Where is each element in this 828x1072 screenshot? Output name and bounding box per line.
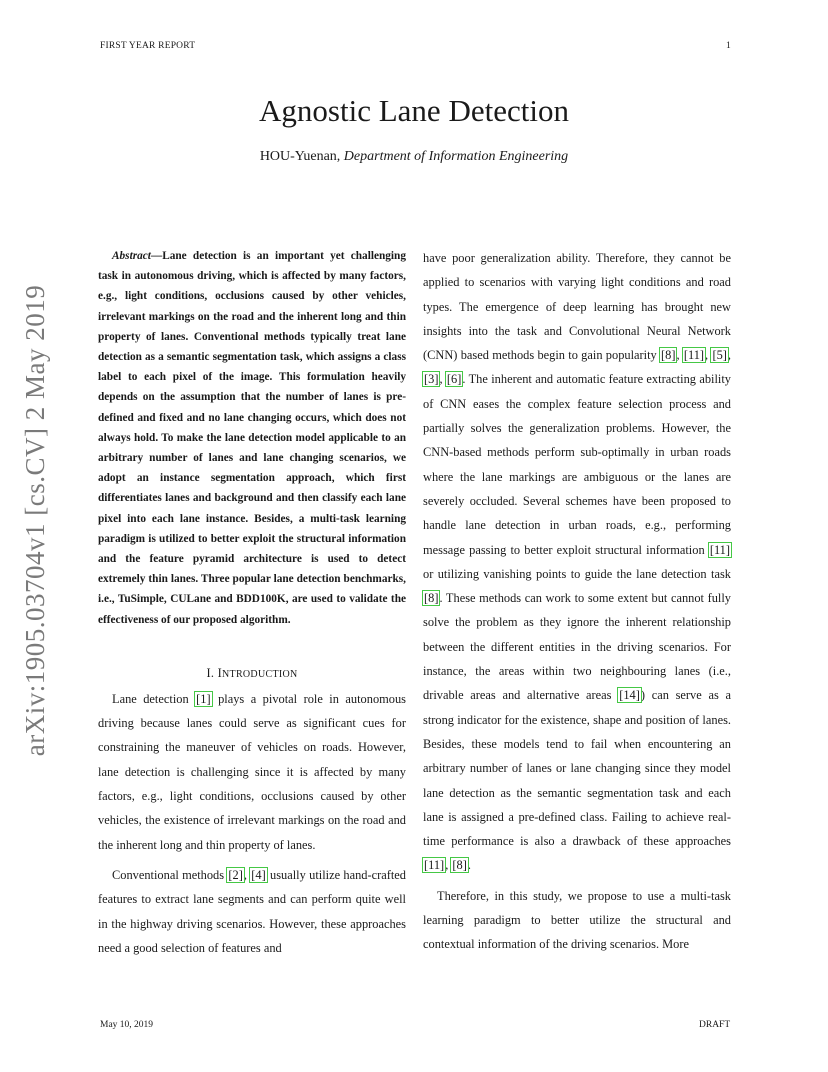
- text-run: plays a pivotal role in autonomous driving because lanes could serve as significant cues for constraining the maneuver of vehicles on roads. However, lane detection is challenging since it is affected by many factors, e.g., light conditions, occlusions caused by other vehicles, the existence of irrelevant markings on the road and the inherent long and thin property of lanes.: [98, 691, 406, 852]
- arxiv-identifier: arXiv:1905.03704v1 [cs.CV] 2 May 2019: [20, 284, 51, 756]
- citation-link[interactable]: [6]: [446, 372, 462, 387]
- left-column: [98, 246, 406, 960]
- intro-paragraph-1: [98, 687, 406, 857]
- citation-link[interactable]: [5]: [712, 348, 727, 363]
- intro-paragraph-2: [98, 863, 406, 960]
- text-run: Conventional methods: [112, 867, 228, 882]
- citation-link[interactable]: [2]: [228, 867, 243, 882]
- intro-paragraph-continued: have poor generalization ability. Therefore, they cannot be applied to scenarios with varying light conditions and road types. The emergence of deep learning has brought new insights into the task and Convolutional Neural Network (CNN) based methods begin to gain popularity [8], [11], [5], [3], [6]. The inherent and automatic feature extracting ability of CNN eases the complex feature selection process and partially solves the generalization problems. However, the CNN-based methods perform sub-optimally in urban roads where the lane markings are ambiguous or the lanes are severely occluded. Several schemes have been proposed to handle lane detection in urban roads, e.g., performing message passing to better exploit structural information [11] or utilizing vanishing points to guide the lane detection task [8]. These methods can work to some extent but cannot fully solve the problem as they ignore the inherent relationship between the different entities in the driving scenarios. For instance, the areas within two neighbouring lanes (i.e., drivable areas and alternative areas [14]) can serve as a strong indicator for the existence, shape and position of lanes. Besides, these models tend to fail when encountering an arbitrary number of lanes or lane changing since they model lane detection as the semantic segmentation task and each lane is assigned a pre-defined class. Failing to achieve real-time performance is also a drawback of these approaches [11], [8].: [423, 251, 731, 873]
- text-run: . These methods can work to some extent but cannot fully solve the problem as they ignore the inherent relationship between the different entities in the driving scenarios. For instance, the areas within two neighbouring lanes (i.e., drivable areas and alternative areas: [423, 591, 731, 703]
- intro-paragraph-3: Therefore, in this study, we propose to use a multi-task learning paradigm to better utilize the structural and contextual information of the driving scenarios. More: [423, 888, 731, 952]
- citation-link[interactable]: [1]: [196, 691, 211, 706]
- citation-link[interactable]: [3]: [424, 372, 439, 387]
- footer-date: May 10, 2019: [100, 1020, 154, 1030]
- citation-link[interactable]: [8]: [424, 591, 439, 606]
- arxiv-stamp: [6, 285, 66, 755]
- text-run: . The inherent and automatic feature extracting ability of CNN eases the complex feature selection process and partially solves the generalization problems. However, the CNN-based methods perform sub-optimally in urban roads where the lane markings are ambiguous or the lanes are severely occluded. Several schemes have been proposed to handle lane detection in urban roads, e.g., performing message passing to better exploit structural information: [423, 372, 731, 557]
- citation-link[interactable]: [11]: [424, 858, 445, 873]
- text-run: .: [467, 858, 471, 873]
- footer-status: DRAFT: [699, 1020, 731, 1030]
- page-number: 1: [726, 41, 731, 51]
- section-title-initial: I: [217, 665, 223, 680]
- text-run: have poor generalization ability. Therefore, they cannot be applied to scenarios with varying light conditions and road types. The emergence of deep learning has brought new insights into the task and Convolutional Neural Network (CNN) based methods begin to gain popularity: [423, 251, 731, 363]
- section-number: I.: [206, 665, 218, 680]
- text-run: ,: [445, 858, 452, 873]
- citation-link[interactable]: [8]: [452, 858, 467, 873]
- citation-link[interactable]: [14]: [619, 688, 640, 703]
- text-run: ,: [243, 867, 251, 882]
- citation-link[interactable]: [11]: [709, 542, 730, 557]
- text-run: or utilizing vanishing points to guide the lane detection task: [423, 566, 731, 581]
- running-header: FIRST YEAR REPORT: [100, 41, 196, 51]
- right-column: [423, 246, 731, 957]
- abstract: [98, 246, 406, 630]
- section-heading-introduction: [98, 666, 406, 681]
- author-name: HOU-Yuenan,: [259, 149, 341, 164]
- abstract-label: Abstract: [112, 250, 151, 262]
- section-title-rest: NTRODUCTION: [222, 668, 298, 680]
- text-run: Lane detection: [112, 691, 196, 706]
- citation-link[interactable]: [4]: [251, 867, 266, 882]
- text-run: ) can serve as a strong indicator for the existence, shape and position of lanes. Besides, these models tend to fail when encountering an arbitrary number of lanes or lane changing since they model lane detection as the semantic segmentation task and each lane is assigned a pre-defined class. Failing to achieve real-time performance is also a drawback of these approaches: [423, 688, 731, 849]
- citation-link[interactable]: [11]: [683, 348, 705, 363]
- citation-link[interactable]: [8]: [661, 348, 676, 363]
- author-line: [0, 149, 828, 165]
- paper-title: Agnostic Lane Detection: [259, 93, 569, 128]
- text-run: usually utilize hand-crafted features to extract lane segments and can perform quite well in the highway driving scenarios. However, these approaches need a good selection of features and: [98, 867, 406, 955]
- author-affiliation: Department of Information Engineering: [343, 149, 569, 164]
- abstract-text: —Lane detection is an important yet challenging task in autonomous driving, which is affected by many factors, e.g., light conditions, occlusions caused by other vehicles, irrelevant markings on the road and the inherent long and thin property of lanes. Conventional methods typically treat lane detection as a semantic segmentation task, which assigns a class label to each pixel of the image. This formulation heavily depends on the assumption that the number of lanes is pre-defined and fixed and no lane changing occurs, which does not always hold. To make the lane detection model applicable to an arbitrary number of lanes and lane changing scenarios, we adopt an instance segmentation approach, which first differentiates lanes and background and then classify each lane pixel into each lane instance. Besides, a multi-task learning paradigm is utilized to better exploit the structural information and the feature pyramid architecture is used to detect extremely thin lanes. Three popular lane detection benchmarks, i.e., TuSimple, CULane and BDD100K, are used to validate the effectiveness of our proposed algorithm.: [98, 250, 406, 626]
